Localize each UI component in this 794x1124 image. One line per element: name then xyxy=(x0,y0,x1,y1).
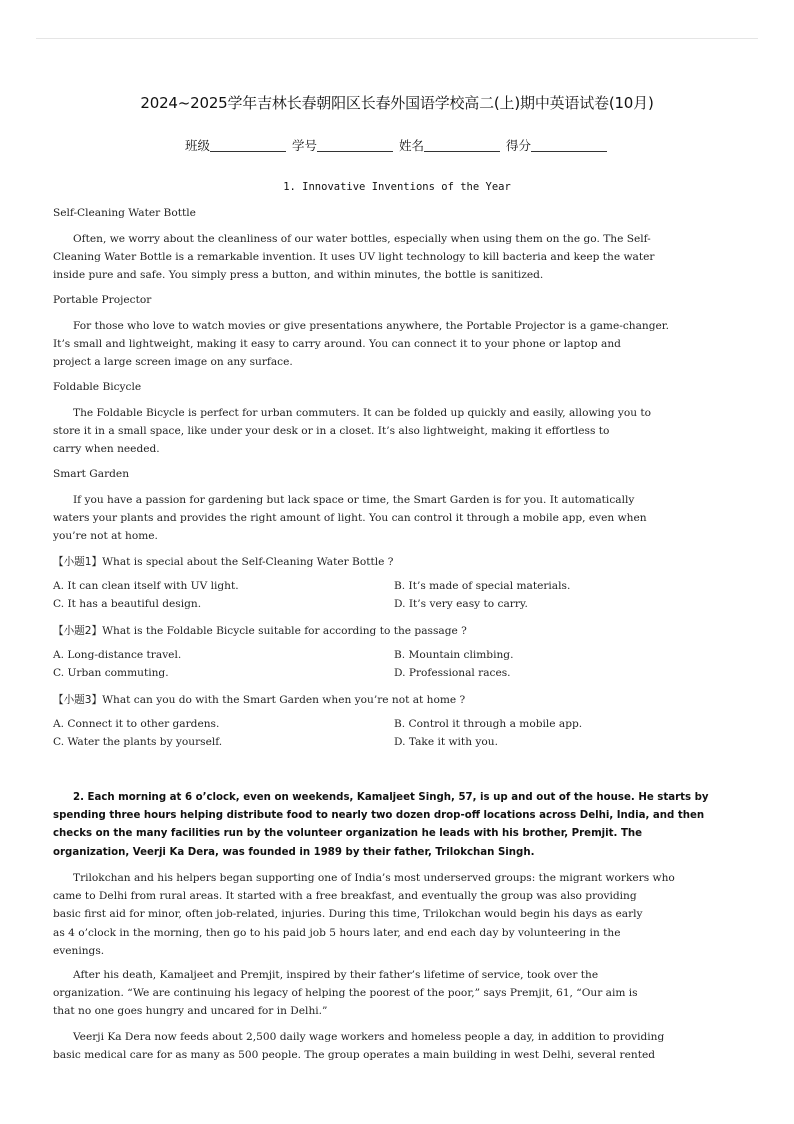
field-score-label: 得分 xyxy=(505,138,531,153)
text-line: If you have a passion for gardening but lack space or time, the Smart Garden is for you. It automatically xyxy=(73,494,635,506)
section-heading: Smart Garden xyxy=(53,468,130,480)
section-heading: Self-Cleaning Water Bottle xyxy=(53,207,196,219)
text-line: Cleaning Water Bottle is a remarkable invention. It uses UV light technology to kill bacteria and keep the water xyxy=(53,251,655,264)
text-line: carry when needed. xyxy=(53,443,160,456)
text-line: you’re not at home. xyxy=(53,530,158,543)
option-a[interactable]: A. Connect it to other gardens. xyxy=(53,718,220,730)
field-id-blank[interactable] xyxy=(317,138,393,152)
text-line: organization. “We are continuing his legacy of helping the poorest of the poor,” says Premjit, 61, “Our aim is xyxy=(53,987,638,1000)
question-1-title: 1. Innovative Inventions of the Year xyxy=(283,181,511,193)
option-d[interactable]: D. It’s very easy to carry. xyxy=(394,598,528,610)
text-line: Often, we worry about the cleanliness of our water bottles, especially when using them on the go. The Self- xyxy=(73,233,651,245)
text-line: came to Delhi from rural areas. It started with a free breakfast, and eventually the group was also providing xyxy=(53,890,637,903)
question-2-paragraph xyxy=(53,869,743,960)
text-line: project a large screen image on any surface. xyxy=(53,356,293,369)
text-line: The Foldable Bicycle is perfect for urban commuters. It can be folded up quickly and easily, allowing you to xyxy=(73,407,652,419)
subquestion-label: 【小题2】 xyxy=(53,625,103,637)
section-paragraph xyxy=(53,404,743,459)
question-2-paragraph xyxy=(53,1028,743,1064)
question-2-intro xyxy=(53,789,743,862)
text-line: basic medical care for as many as 500 people. The group operates a main building in west Delhi, several rented xyxy=(53,1049,655,1062)
option-d[interactable]: D. Professional races. xyxy=(394,667,511,679)
top-divider xyxy=(36,38,758,39)
option-b[interactable]: B. Mountain climbing. xyxy=(394,649,514,661)
exam-title: 2024~2025学年吉林长春朝阳区长春外国语学校高二(上)期中英语试卷(10月) xyxy=(140,94,654,112)
question-2-paragraph xyxy=(53,966,743,1021)
field-id-label: 学号 xyxy=(291,138,317,153)
subquestion-2 xyxy=(53,623,467,638)
text-line: waters your plants and provides the right amount of light. You can control it through a mobile app, even when xyxy=(53,512,647,525)
option-c[interactable]: C. Water the plants by yourself. xyxy=(53,736,223,748)
text-line: 2. Each morning at 6 o’clock, even on weekends, Kamaljeet Singh, 57, is up and out of the house. He starts by xyxy=(73,792,709,803)
field-name-blank[interactable] xyxy=(424,138,500,152)
option-a[interactable]: A. Long-distance travel. xyxy=(53,649,182,661)
option-c[interactable]: C. Urban commuting. xyxy=(53,667,169,679)
text-line: For those who love to watch movies or give presentations anywhere, the Portable Projector is a game-changer. xyxy=(73,320,670,332)
text-line: as 4 o’clock in the morning, then go to his paid job 5 hours later, and end each day by volunteering in the xyxy=(53,926,621,939)
option-b[interactable]: B. Control it through a mobile app. xyxy=(394,718,583,730)
option-d[interactable]: D. Take it with you. xyxy=(394,736,498,748)
option-a[interactable]: A. It can clean itself with UV light. xyxy=(53,580,239,592)
subquestion-label: 【小题1】 xyxy=(53,556,103,568)
subquestion-3 xyxy=(53,692,465,707)
section-paragraph xyxy=(53,230,743,285)
option-b[interactable]: B. It’s made of special materials. xyxy=(394,580,571,592)
subquestion-text: What is special about the Self-Cleaning Water Bottle ? xyxy=(102,556,394,568)
text-line: basic first aid for minor, often job-related, injuries. During this time, Trilokchan would begin his days as early xyxy=(53,908,643,921)
text-line: that no one goes hungry and uncared for in Delhi.” xyxy=(53,1005,328,1018)
text-line: Veerji Ka Dera now feeds about 2,500 daily wage workers and homeless people a day, in addition to providing xyxy=(73,1031,665,1043)
section-paragraph xyxy=(53,317,743,372)
text-line: inside pure and safe. You simply press a button, and within minutes, the bottle is sanitized. xyxy=(53,269,544,282)
text-line: store it in a small space, like under your desk or in a closet. It’s also lightweight, making it effortless to xyxy=(53,425,610,438)
field-score-blank[interactable] xyxy=(531,138,607,152)
option-c[interactable]: C. It has a beautiful design. xyxy=(53,598,202,610)
subquestion-label: 【小题3】 xyxy=(53,694,103,706)
text-line: Trilokchan and his helpers began supporting one of India’s most underserved groups: the migrant workers who xyxy=(73,872,675,884)
section-heading: Portable Projector xyxy=(53,294,152,306)
subquestion-text: What is the Foldable Bicycle suitable for according to the passage ? xyxy=(102,625,467,637)
text-line: evenings. xyxy=(53,944,105,957)
field-class-label: 班级 xyxy=(184,138,210,153)
subquestion-1 xyxy=(53,554,393,569)
field-name-label: 姓名 xyxy=(398,138,424,153)
text-line: After his death, Kamaljeet and Premjit, inspired by their father’s lifetime of service, took over the xyxy=(73,969,599,981)
text-line: checks on the many facilities run by the volunteer organization he leads with his brother, Premjit. The xyxy=(53,828,643,840)
student-info-fields xyxy=(0,136,794,154)
text-line: spending three hours helping distribute food to nearly two dozen drop-off locations across Delhi, India, and then xyxy=(53,810,705,822)
text-line: It’s small and lightweight, making it easy to carry around. You can connect it to your phone or laptop and xyxy=(53,338,621,351)
field-class-blank[interactable] xyxy=(210,138,286,152)
text-line: organization, Veerji Ka Dera, was founded in 1989 by their father, Trilokchan Singh. xyxy=(53,846,535,858)
section-heading: Foldable Bicycle xyxy=(53,381,142,393)
section-paragraph xyxy=(53,491,743,546)
subquestion-text: What can you do with the Smart Garden when you’re not at home ? xyxy=(102,694,466,706)
